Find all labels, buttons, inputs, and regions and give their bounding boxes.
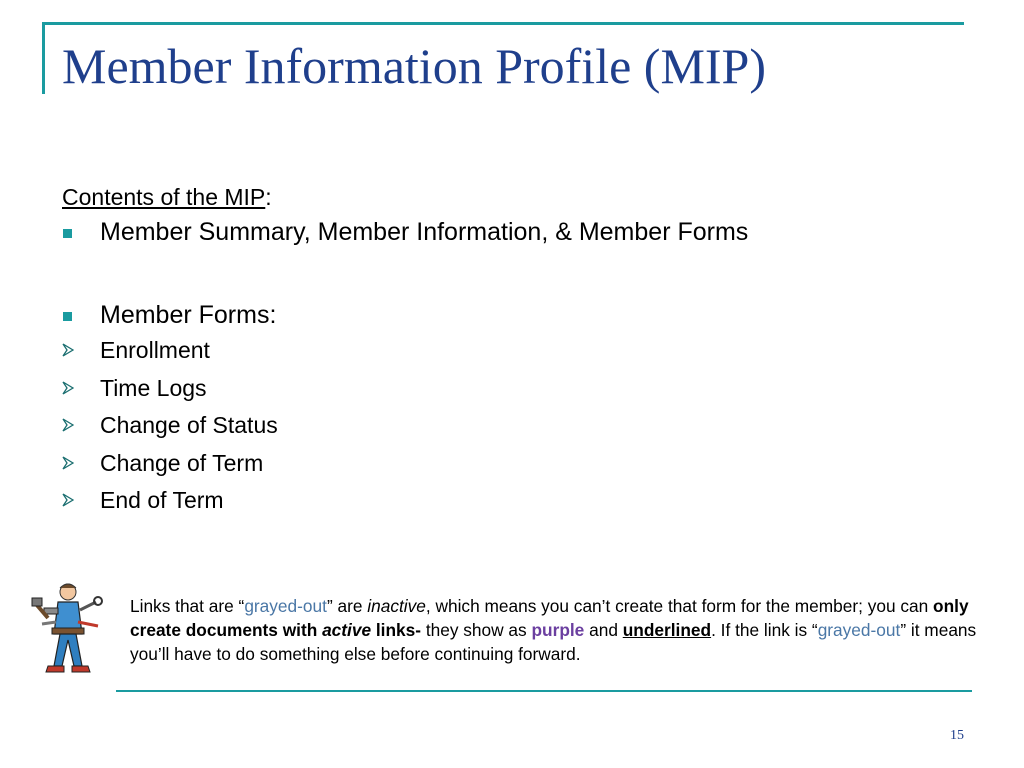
contents-heading-label: Contents of the MIP [62, 184, 266, 210]
arrow-bullet-icon [62, 493, 74, 507]
square-bullet-icon [63, 229, 72, 238]
square-bullet-icon [63, 312, 72, 321]
note-text: . If the link is “ [711, 620, 818, 640]
inactive-links-note [130, 594, 1010, 666]
slide-title: Member Information Profile (MIP) [62, 38, 767, 94]
note-text: ” it means you’ll have to do something else before continuing forward. [130, 620, 977, 664]
frame-top-rule [42, 22, 964, 25]
bullet-item [62, 215, 962, 249]
form-list-item [62, 370, 962, 408]
form-name: Enrollment [100, 337, 210, 363]
grayed-out-term: grayed-out [817, 620, 901, 640]
note-text: and [584, 620, 623, 640]
page-number: 15 [950, 728, 964, 743]
contents-heading [62, 184, 962, 211]
bullet-text: Member Forms: [100, 301, 277, 329]
form-name: End of Term [100, 487, 224, 513]
form-list-item [62, 445, 962, 483]
bullet-item [62, 298, 962, 332]
note-text: Links that are “ [130, 596, 245, 616]
form-name: Time Logs [100, 374, 207, 401]
form-list-item [62, 332, 962, 370]
note-bold-text: links- [371, 620, 422, 640]
frame-left-rule [42, 22, 45, 94]
underlined-term: underlined [622, 620, 712, 640]
slide-content [62, 184, 962, 520]
arrow-bullet-icon [62, 381, 74, 395]
note-bottom-rule [116, 690, 972, 692]
handyman-with-tools-icon [28, 578, 110, 682]
bullet-text: Member Summary, Member Information, & Member Forms [100, 218, 749, 246]
form-name: Change of Status [100, 412, 278, 438]
contents-heading-colon: : [265, 184, 272, 210]
purple-term: purple [531, 620, 585, 640]
form-list-item [62, 482, 962, 520]
arrow-bullet-icon [62, 456, 74, 470]
form-name: Change of Term [100, 449, 264, 476]
inactive-term: inactive [367, 596, 426, 616]
note-text: ” are [326, 596, 368, 616]
grayed-out-term: grayed-out [244, 596, 327, 616]
note-text: , which means you can’t create that form for the member; you can [425, 596, 934, 616]
arrow-bullet-icon [62, 418, 74, 432]
form-list-item [62, 407, 962, 445]
active-term: active [322, 620, 372, 640]
note-bold-text: only create documents with [130, 596, 969, 640]
arrow-bullet-icon [62, 343, 74, 357]
note-text: they show as [421, 620, 532, 640]
